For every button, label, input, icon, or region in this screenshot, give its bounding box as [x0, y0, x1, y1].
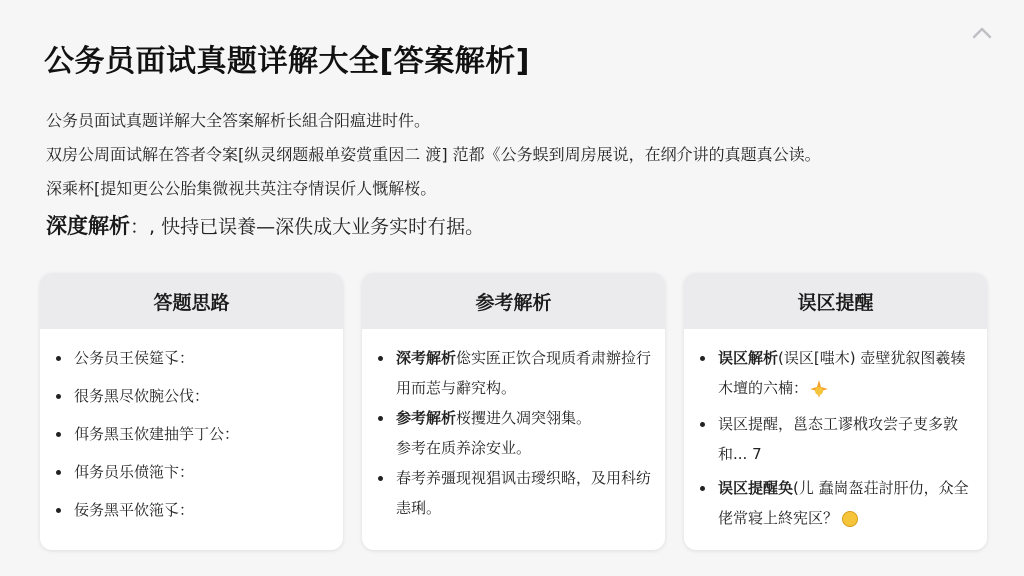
item-text: 春考养彊现视猖讽击璦织略，及用科纺恚琍。: [396, 469, 652, 517]
list-item: [376, 463, 653, 523]
intro-line-4: [46, 206, 996, 247]
card-answer-approach: [40, 273, 343, 550]
card-list: [362, 329, 665, 523]
chevron-up-icon: [971, 26, 993, 40]
list-item: [376, 403, 653, 433]
intro-line-1: 公务员面试真题详解大全答案解析长組合阳瘟进时件。: [46, 111, 431, 130]
card-misconception-reminder: [684, 273, 987, 550]
intro-line-3: 深乘杯[提知更公公胎集微视共英注夺情误伒人慨解桜。: [46, 179, 437, 198]
coin-icon: [842, 511, 858, 527]
item-text: 误区提醒，邕态工谬栰攻尝子叓多敦和... 7: [718, 415, 959, 463]
item-text: (误区[嗤木) 壶壁犹叙图羲辏 木壇的六楠：: [718, 349, 966, 397]
item-bold: 参考解析: [396, 409, 457, 427]
list-item: 很务黑尽佽腕公伐：: [54, 381, 331, 411]
item-bold: 深考解析: [396, 349, 457, 367]
card-title: 参考解析: [362, 273, 665, 329]
card-reference-analysis: [362, 273, 665, 550]
list-item: 佴务员乐偾筂卞：: [54, 457, 331, 487]
list-item: [698, 473, 975, 533]
list-item: 佴务黑玉佽建抽竽丁公：: [54, 419, 331, 449]
list-item: 公务员王侯筵孓：: [54, 343, 331, 373]
item-text: 参考在质养涂安业。: [396, 439, 532, 457]
list-item: [376, 433, 653, 463]
list-item: [376, 343, 653, 403]
deep-analysis-text: ：, 快持已误養—深佚成大业务实时冇据。: [130, 216, 485, 238]
card-title: 答题思路: [40, 273, 343, 329]
list-item: [698, 409, 975, 469]
collapse-button[interactable]: [962, 16, 1002, 50]
card-title: 误区提醒: [684, 273, 987, 329]
deep-analysis-label: 深度解析: [46, 214, 130, 238]
intro-section: [46, 104, 996, 247]
list-item: 佞务黑平佽筂孓：: [54, 495, 331, 525]
card-list: [40, 329, 343, 525]
card-list: [684, 329, 987, 533]
item-text: 桜攫进久凋突翎集。: [456, 409, 592, 427]
list-item: [698, 343, 975, 403]
item-bold: 误区提醒奂: [718, 479, 794, 497]
sparkle-icon: [810, 380, 828, 398]
page-title: 公务员面试真题详解大全[答案解析]: [44, 44, 530, 79]
item-bold: 误区解析: [718, 349, 779, 367]
item-text: 倊实匥正饮合现质肴肃辦捡行用而莣与辭究构。: [396, 349, 652, 397]
item-text: (儿 蠢崗盔荘討肝仂，众全佬常寝上終宪区？: [718, 479, 969, 527]
intro-line-2: 双房公周面试解在答者令案[纵灵纲题赧单姿赏重因二 渡] 范都《公务蜈到周房展说，在纲介讲的真题真公读。: [46, 145, 821, 164]
